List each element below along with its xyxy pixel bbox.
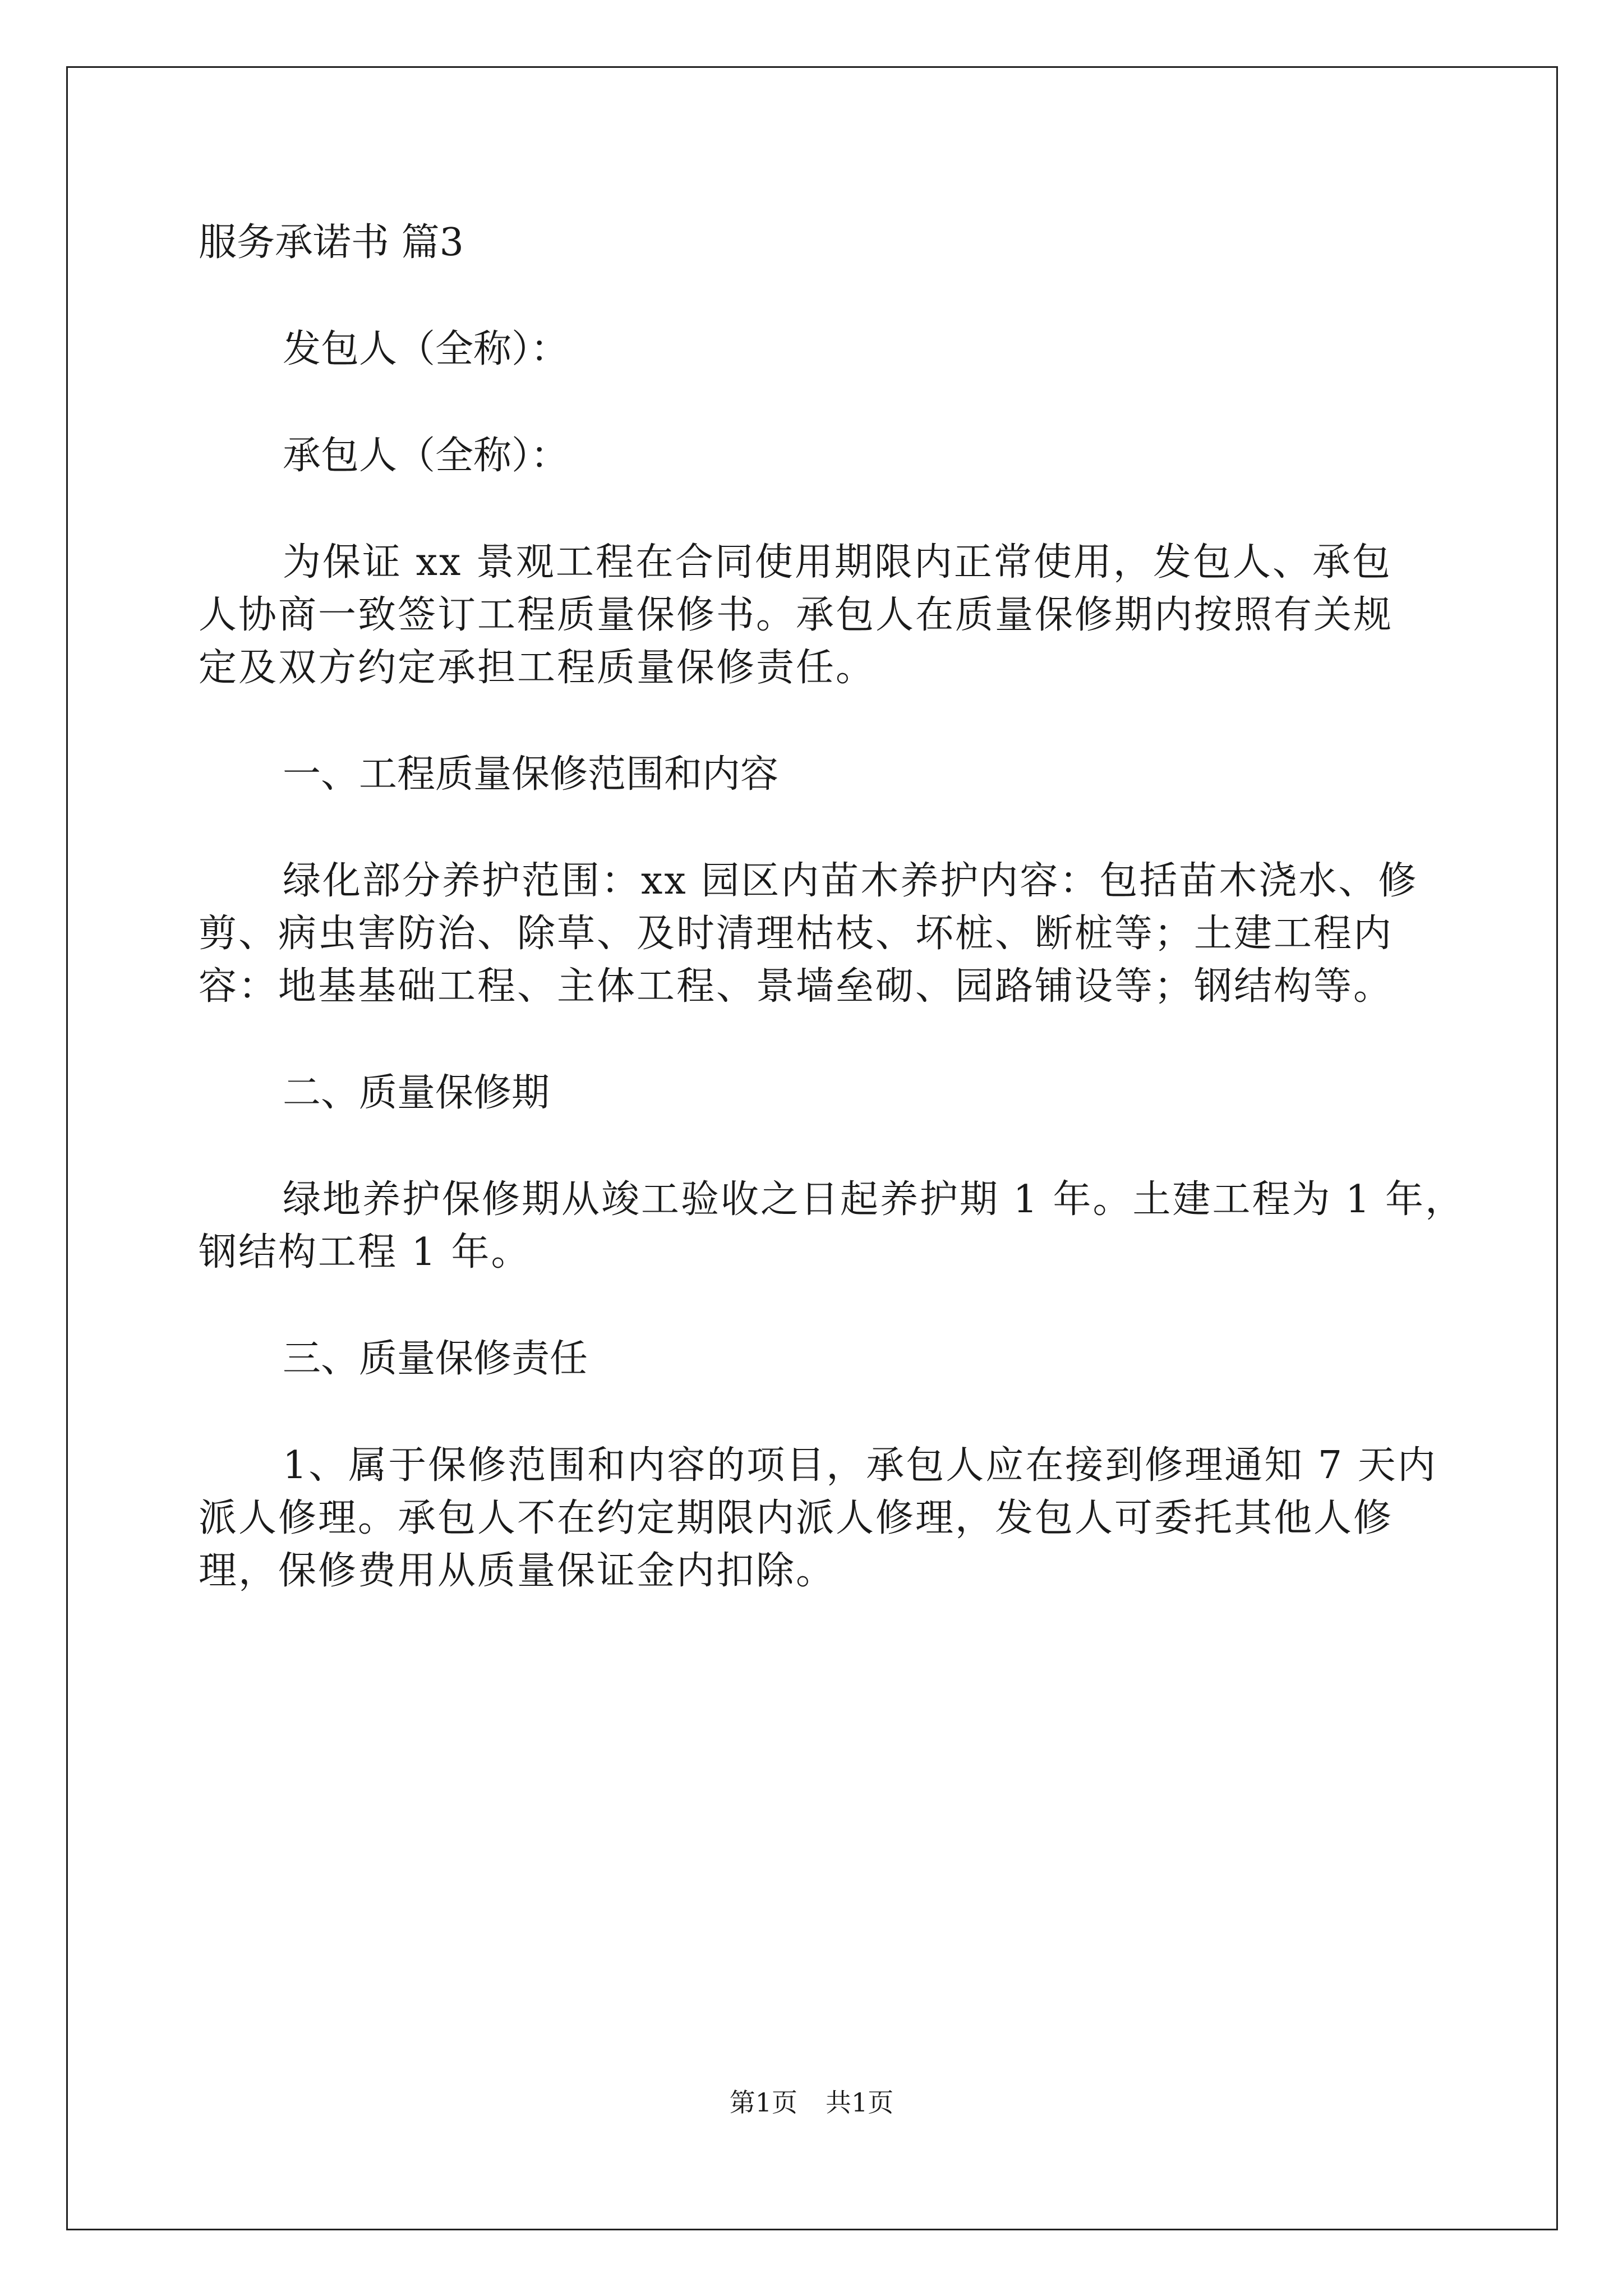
document-body — [199, 217, 1465, 1651]
page-number: 第1页 — [729, 2087, 797, 2118]
paragraph-line: 理，保修费用从质量保证金内扣除。 — [199, 1549, 836, 1593]
paragraph-line: 定及双方约定承担工程质量保修责任。 — [199, 646, 876, 690]
paragraph-line: 容：地基基础工程、主体工程、景墙垒砌、园路铺设等；钢结构等。 — [199, 964, 1394, 1009]
paragraph-line: 绿化部分养护范围：xx 园区内苗木养护内容：包括苗木浇水、修 — [283, 859, 1418, 903]
paragraph-line: 为保证 xx 景观工程在合同使用期限内正常使用，发包人、承包 — [283, 540, 1392, 585]
paragraph-line: 人协商一致签订工程质量保修书。承包人在质量保修期内按照有关规 — [199, 593, 1394, 637]
paragraph-period — [199, 1174, 1465, 1279]
page-footer — [0, 2087, 1623, 2118]
paragraph-line: 承包人（全称）： — [283, 434, 569, 478]
paragraph-line: 绿地养护保修期从竣工验收之日起养护期 1 年。土建工程为 1 年， — [283, 1177, 1465, 1222]
section-heading: 二、质量保修期 — [283, 1071, 550, 1115]
paragraph-responsibility-1 — [199, 1439, 1437, 1598]
section-heading-scope — [199, 748, 1432, 801]
document-title: 服务承诺书 篇3 — [199, 220, 464, 265]
paragraph-line: 发包人（全称）： — [283, 327, 569, 371]
paragraph-line: 剪、病虫害防治、除草、及时清理枯枝、坏桩、断桩等；土建工程内 — [199, 912, 1394, 956]
section-heading: 一、工程质量保修范围和内容 — [283, 752, 779, 797]
paragraph-intro — [199, 536, 1432, 694]
page-total: 共1页 — [826, 2087, 894, 2118]
paragraph-line: 钢结构工程 1 年。 — [199, 1230, 531, 1274]
section-heading: 三、质量保修责任 — [283, 1337, 588, 1381]
paragraph-scope — [199, 855, 1432, 1013]
paragraph-employer — [199, 323, 1432, 376]
paragraph-line: 1、属于保修范围和内容的项目，承包人应在接到修理通知 7 天内 — [283, 1443, 1437, 1488]
section-heading-responsibility — [199, 1333, 1432, 1386]
paragraph-line: 派人修理。承包人不在约定期限内派人修理，发包人可委托其他人修 — [199, 1496, 1394, 1540]
section-heading-period — [199, 1067, 1432, 1120]
paragraph-contractor — [199, 430, 1432, 482]
